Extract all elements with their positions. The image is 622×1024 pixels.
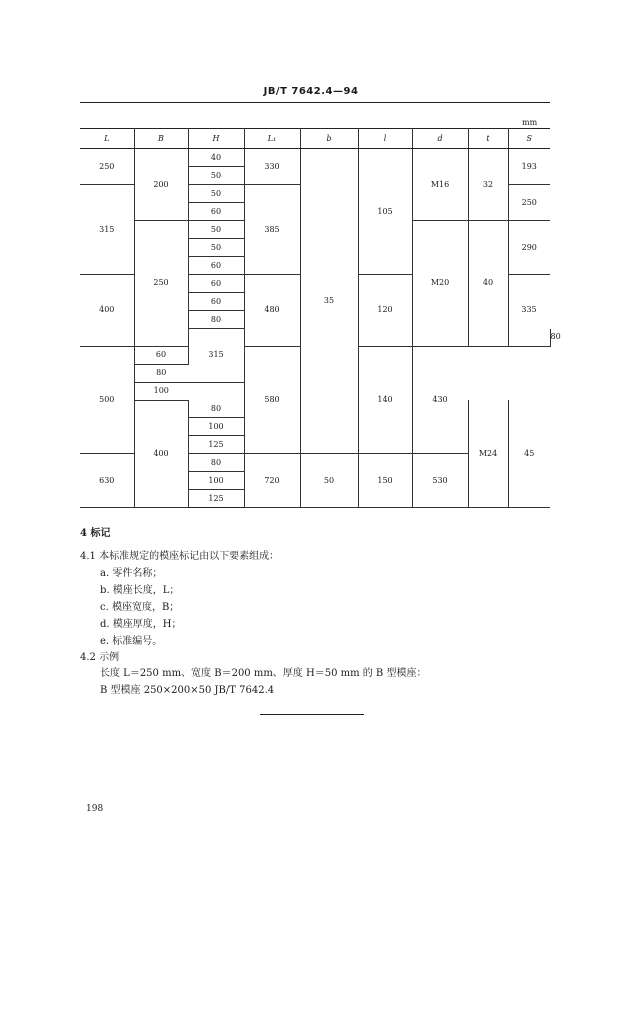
cell-H: 100 — [188, 418, 244, 436]
list-item: b. 模座长度，L； — [100, 585, 180, 596]
list-item: c. 模座宽度，B； — [100, 602, 180, 613]
cell-B: 200 — [134, 149, 188, 221]
clause-4-2: 4.2 示例 — [80, 652, 120, 663]
list-item: a. 零件名称； — [100, 568, 163, 579]
col-header-L: L — [80, 129, 134, 149]
cell-H: 125 — [188, 490, 244, 508]
example-designation: B 型模座 250×200×50 JB/T 7642.4 — [100, 685, 275, 696]
cell-d: M20 — [412, 221, 468, 347]
cell-H: 100 — [134, 382, 188, 400]
cell-H: 80 — [188, 454, 244, 472]
cell-L: 400 — [80, 275, 134, 347]
cell-L: 500 — [80, 346, 134, 454]
cell-H: 125 — [188, 436, 244, 454]
col-header-t: t — [468, 129, 508, 149]
cell-L: 630 — [80, 454, 134, 508]
col-header-S: S — [508, 129, 550, 149]
cell-t: 40 — [468, 221, 508, 347]
cell-L1: 580 — [244, 346, 300, 454]
cell-l: 140 — [358, 346, 412, 454]
cell-L: 315 — [80, 185, 134, 275]
cell-S: 335 — [508, 275, 550, 347]
cell-l: 120 — [358, 275, 412, 347]
example-description: 长度 L＝250 mm、宽度 B＝200 mm、厚度 H＝50 mm 的 B 型模座： — [100, 668, 427, 679]
clause-4-1: 4.1 本标准规定的模座标记由以下要素组成： — [80, 551, 280, 562]
col-header-d: d — [412, 129, 468, 149]
cell-t: 32 — [468, 149, 508, 221]
header-rule — [80, 102, 550, 103]
cell-t: 45 — [508, 400, 550, 508]
cell-H: 100 — [188, 472, 244, 490]
section-4-title: 4 标记 — [80, 528, 111, 539]
cell-H: 60 — [188, 293, 244, 311]
standard-header: JB/T 7642.4—94 — [263, 86, 359, 97]
cell-b: 50 — [300, 454, 358, 508]
table-row — [80, 149, 550, 167]
cell-d: M24 — [468, 400, 508, 508]
cell-H: 60 — [188, 203, 244, 221]
cell-H: 80 — [188, 400, 244, 418]
cell-L1: 385 — [244, 185, 300, 275]
col-header-b: b — [300, 129, 358, 149]
cell-L1: 480 — [244, 275, 300, 347]
cell-H: 60 — [134, 346, 188, 364]
col-header-l: l — [358, 129, 412, 149]
cell-L: 250 — [80, 149, 134, 185]
cell-S: 290 — [508, 221, 550, 275]
cell-S: 530 — [412, 454, 468, 508]
list-item: e. 标准编号。 — [100, 636, 163, 647]
cell-H: 40 — [188, 149, 244, 167]
col-header-H: H — [188, 129, 244, 149]
mold-base-dimension-table — [80, 128, 561, 508]
list-item: d. 模座厚度，H； — [100, 619, 182, 630]
page-number: 198 — [86, 804, 104, 814]
cell-S: 193 — [508, 149, 550, 185]
cell-S: 250 — [508, 185, 550, 221]
unit-label: mm — [522, 118, 538, 127]
cell-l: 105 — [358, 149, 412, 275]
cell-S: 430 — [412, 346, 468, 454]
cell-L1: 330 — [244, 149, 300, 185]
cell-l: 150 — [358, 454, 412, 508]
cell-H: 50 — [188, 167, 244, 185]
cell-d: M16 — [412, 149, 468, 221]
cell-H: 60 — [188, 275, 244, 293]
col-header-B: B — [134, 129, 188, 149]
table-row: 315 80 — [80, 329, 550, 347]
cell-B: 250 — [134, 221, 188, 347]
cell-H: 50 — [188, 221, 244, 239]
cell-H: 50 — [188, 185, 244, 203]
cell-H: 50 — [188, 239, 244, 257]
cell-b: 35 — [300, 149, 358, 454]
end-rule — [260, 714, 364, 715]
cell-H: 60 — [188, 257, 244, 275]
table-header-row — [80, 129, 550, 149]
cell-L1: 720 — [244, 454, 300, 508]
cell-B: 315 — [188, 329, 244, 383]
cell-H: 80 — [134, 364, 188, 382]
cell-H: 80 — [188, 311, 244, 329]
col-header-L1: L₁ — [244, 129, 300, 149]
cell-B: 400 — [134, 400, 188, 508]
